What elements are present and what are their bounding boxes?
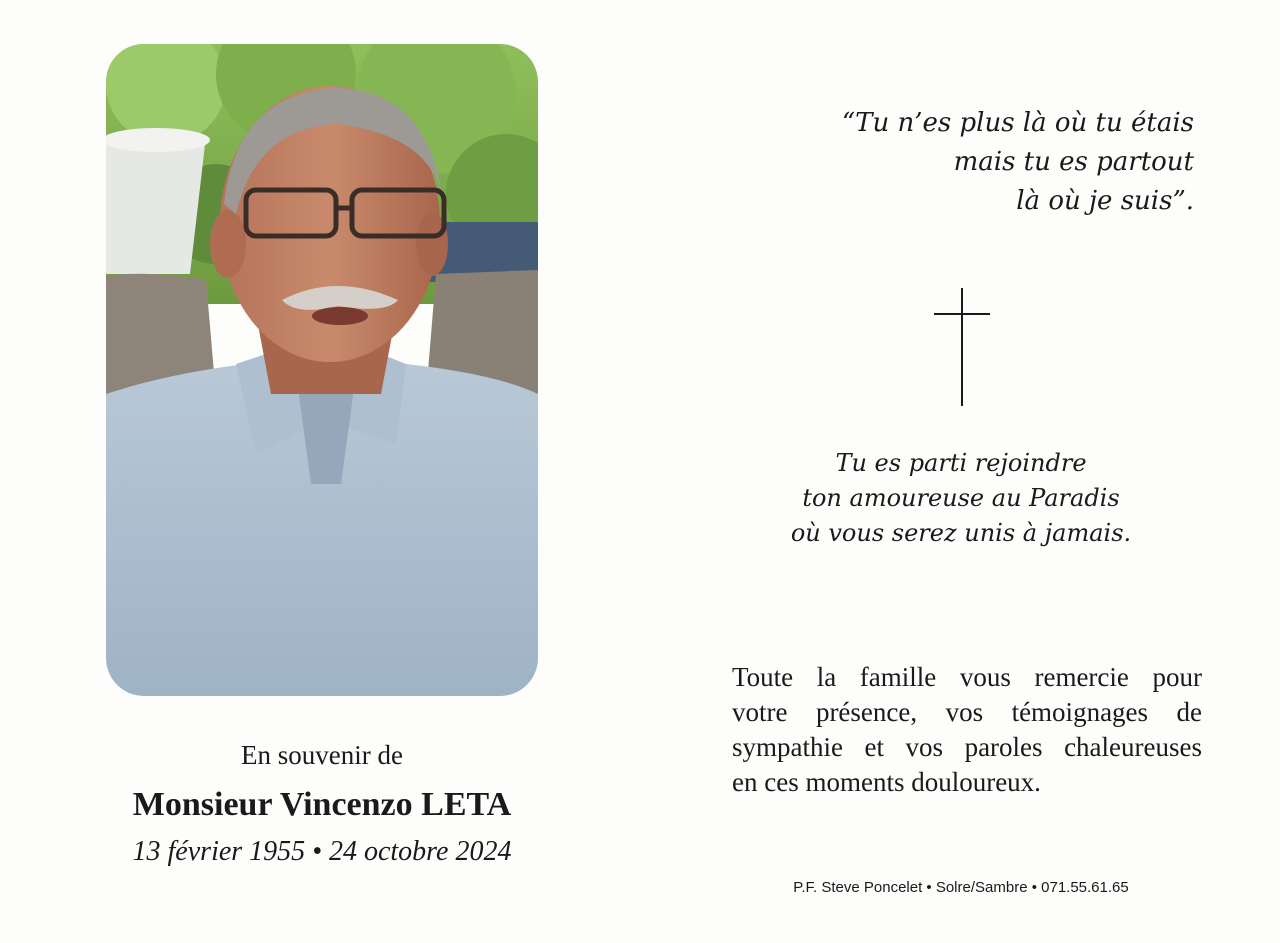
funeral-home-footer: P.F. Steve Poncelet • Solre/Sambre • 071.55.61.65 (793, 879, 1129, 896)
thanks-line: sympathie et vos paroles chaleureuses (732, 732, 1202, 762)
thanks-line: en ces moments douloureux. (732, 767, 1041, 797)
poem-line: Tu es parti rejoindre (835, 449, 1087, 477)
poem-line: ton amoureuse au Paradis (802, 484, 1120, 512)
family-thanks (732, 660, 1202, 800)
thanks-line: votre présence, vos témoignages de (732, 697, 1202, 727)
quote-line: mais tu es partout (953, 147, 1194, 177)
poem-line: où vous serez unis à jamais. (790, 519, 1132, 547)
memorial-quote (674, 104, 1194, 221)
thanks-line: Toute la famille vous remercie pour (732, 662, 1202, 692)
quote-line: “Tu n’es plus là où tu étais (841, 108, 1194, 138)
cross-icon (930, 286, 994, 410)
life-dates: 13 février 1955 • 24 octobre 2024 (132, 836, 512, 867)
memorial-poem (720, 446, 1202, 551)
portrait-photo (106, 44, 538, 696)
souvenir-label: En souvenir de (241, 740, 403, 770)
deceased-name: Monsieur Vincenzo LETA (132, 786, 512, 823)
quote-line: là où je suis”. (1016, 186, 1194, 216)
